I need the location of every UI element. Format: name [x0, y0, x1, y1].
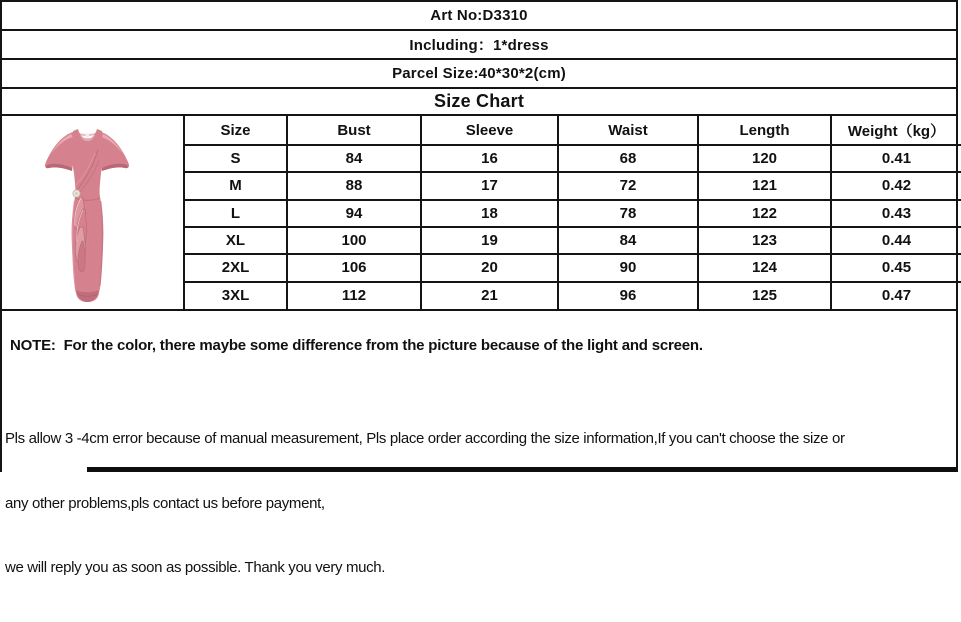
table-row [184, 145, 961, 172]
parcel-size-row [2, 60, 956, 89]
cell-bust: 88 [287, 172, 421, 199]
cell-sleeve: 16 [421, 145, 558, 172]
bottom-divider-bar [87, 467, 956, 472]
size-chart-main [2, 116, 956, 311]
measurement-note [2, 385, 956, 622]
art-no-text: Art No:D3310 [430, 7, 528, 24]
table-row [184, 172, 961, 199]
cell-waist: 96 [558, 282, 698, 309]
cell-bust: 100 [287, 227, 421, 254]
cell-weight: 0.41 [831, 145, 961, 172]
cell-length: 123 [698, 227, 831, 254]
cell-size: M [184, 172, 287, 199]
cell-size: S [184, 145, 287, 172]
size-chart-title: Size Chart [433, 91, 525, 111]
cell-bust: 84 [287, 145, 421, 172]
cell-size: XL [184, 227, 287, 254]
cell-weight: 0.43 [831, 200, 961, 227]
cell-length: 124 [698, 254, 831, 281]
size-table-header-row [184, 116, 961, 145]
col-header-length: Length [698, 116, 831, 145]
table-row [184, 200, 961, 227]
cell-sleeve: 20 [421, 254, 558, 281]
col-header-waist: Waist [558, 116, 698, 145]
notes-section [2, 311, 956, 576]
cell-waist: 90 [558, 254, 698, 281]
cell-weight: 0.42 [831, 172, 961, 199]
dress-image [42, 121, 134, 306]
cell-sleeve: 17 [421, 172, 558, 199]
parcel-size-text: Parcel Size:40*30*2(cm) [392, 65, 566, 82]
measurement-note-line-1: Pls allow 3 -4cm error because of manual measurement, Pls place order according the size information,If you can't choose the size or [5, 430, 845, 447]
col-header-size: Size [184, 116, 287, 145]
col-header-weight: Weight（kg） [831, 116, 961, 145]
cell-size: L [184, 200, 287, 227]
table-row [184, 227, 961, 254]
col-header-sleeve: Sleeve [421, 116, 558, 145]
cell-size: 3XL [184, 282, 287, 309]
cell-sleeve: 18 [421, 200, 558, 227]
cell-length: 122 [698, 200, 831, 227]
cell-waist: 68 [558, 145, 698, 172]
size-chart-title-row [2, 89, 956, 116]
cell-weight: 0.45 [831, 254, 961, 281]
col-header-bust: Bust [287, 116, 421, 145]
cell-sleeve: 19 [421, 227, 558, 254]
cell-waist: 78 [558, 200, 698, 227]
cell-length: 120 [698, 145, 831, 172]
table-row [184, 254, 961, 281]
cell-weight: 0.44 [831, 227, 961, 254]
cell-weight: 0.47 [831, 282, 961, 309]
including-row [2, 31, 956, 60]
cell-length: 125 [698, 282, 831, 309]
art-no-row [2, 2, 956, 31]
size-table [183, 116, 961, 309]
measurement-note-line-3: we will reply you as soon as possible. Thank you very much. [5, 559, 386, 576]
cell-bust: 106 [287, 254, 421, 281]
including-text: Including：1*dress [409, 37, 549, 54]
cell-bust: 94 [287, 200, 421, 227]
product-photo [2, 116, 183, 309]
measurement-note-line-2: any other problems,pls contact us before payment, [5, 494, 325, 512]
cell-length: 121 [698, 172, 831, 199]
cell-sleeve: 21 [421, 282, 558, 309]
cell-waist: 72 [558, 172, 698, 199]
cell-bust: 112 [287, 282, 421, 309]
color-note: NOTE: For the color, there maybe some difference from the picture because of the light and screen. [10, 337, 703, 354]
table-row [184, 282, 961, 309]
cell-waist: 84 [558, 227, 698, 254]
cell-size: 2XL [184, 254, 287, 281]
